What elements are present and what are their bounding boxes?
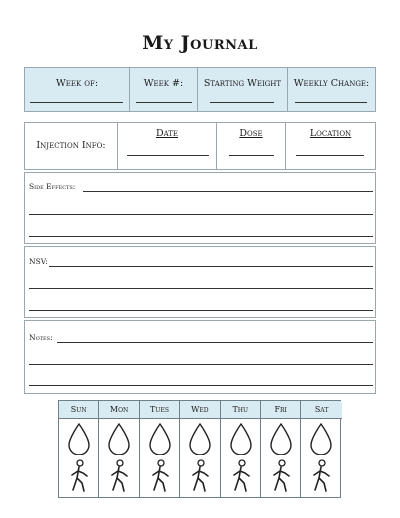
dose-header: Dose — [239, 128, 263, 139]
water-drop-icon[interactable] — [148, 423, 172, 455]
weekly-change-cell — [288, 68, 375, 111]
week-info-table — [24, 67, 376, 112]
walking-person-icon[interactable] — [148, 459, 172, 493]
location-field[interactable] — [296, 155, 364, 156]
starting-weight-cell — [198, 68, 288, 111]
nsv-line-1[interactable] — [49, 266, 373, 267]
nsv-section — [24, 246, 376, 318]
walking-person-icon[interactable] — [107, 459, 131, 493]
walking-person-icon[interactable] — [269, 459, 293, 493]
walking-person-icon[interactable] — [67, 459, 91, 493]
side-effects-line-1[interactable] — [83, 191, 373, 192]
weekly-tracker — [58, 400, 341, 498]
walking-person-icon[interactable] — [188, 459, 212, 493]
dose-field[interactable] — [229, 155, 274, 156]
day-header: Tues — [140, 401, 179, 419]
day-header: Sun — [59, 401, 98, 419]
injection-info-label: Injection Info: — [36, 140, 106, 151]
injection-info-table — [24, 122, 376, 170]
day-header: Sat — [301, 401, 341, 419]
date-field[interactable] — [127, 155, 209, 156]
injection-label-cell — [25, 123, 118, 169]
walking-person-icon[interactable] — [309, 459, 333, 493]
injection-dose-cell — [217, 123, 286, 169]
notes-line-1[interactable] — [57, 342, 373, 343]
week-of-field[interactable] — [30, 102, 123, 103]
injection-date-cell — [118, 123, 217, 169]
week-of-label: Week of: — [55, 78, 99, 89]
water-drop-icon[interactable] — [309, 423, 333, 455]
week-number-label: Week #: — [143, 78, 184, 89]
day-column-thu — [221, 401, 261, 497]
journal-title: My Journal — [142, 32, 258, 54]
water-drop-icon[interactable] — [269, 423, 293, 455]
notes-label: Notes: — [29, 333, 53, 342]
starting-weight-field[interactable] — [210, 102, 274, 103]
side-effects-line-2[interactable] — [29, 214, 373, 215]
side-effects-section — [24, 172, 376, 244]
day-column-mon — [99, 401, 139, 497]
day-header: Wed — [180, 401, 219, 419]
day-column-wed — [180, 401, 220, 497]
water-drop-icon[interactable] — [67, 423, 91, 455]
day-column-sat — [301, 401, 341, 497]
nsv-line-3[interactable] — [29, 310, 373, 311]
water-drop-icon[interactable] — [107, 423, 131, 455]
water-drop-icon[interactable] — [188, 423, 212, 455]
week-of-cell — [25, 68, 130, 111]
nsv-label: NSV: — [29, 257, 48, 266]
day-column-fri — [261, 401, 301, 497]
day-header: Mon — [99, 401, 138, 419]
day-header: Thu — [221, 401, 260, 419]
notes-line-2[interactable] — [29, 364, 373, 365]
location-header: Location — [309, 128, 352, 139]
weekly-change-label: Weekly Change: — [293, 78, 370, 89]
starting-weight-label: Starting Weight — [203, 78, 282, 89]
walking-person-icon[interactable] — [229, 459, 253, 493]
notes-section — [24, 320, 376, 394]
day-header: Fri — [261, 401, 300, 419]
injection-location-cell — [286, 123, 375, 169]
week-number-field[interactable] — [136, 102, 192, 103]
notes-line-3[interactable] — [29, 385, 373, 386]
weekly-change-field[interactable] — [295, 102, 367, 103]
day-column-sun — [59, 401, 99, 497]
week-number-cell — [130, 68, 198, 111]
nsv-line-2[interactable] — [29, 288, 373, 289]
side-effects-line-3[interactable] — [29, 236, 373, 237]
day-column-tues — [140, 401, 180, 497]
date-header: Date — [155, 128, 179, 139]
water-drop-icon[interactable] — [229, 423, 253, 455]
side-effects-label: Side Effects: — [29, 182, 76, 191]
